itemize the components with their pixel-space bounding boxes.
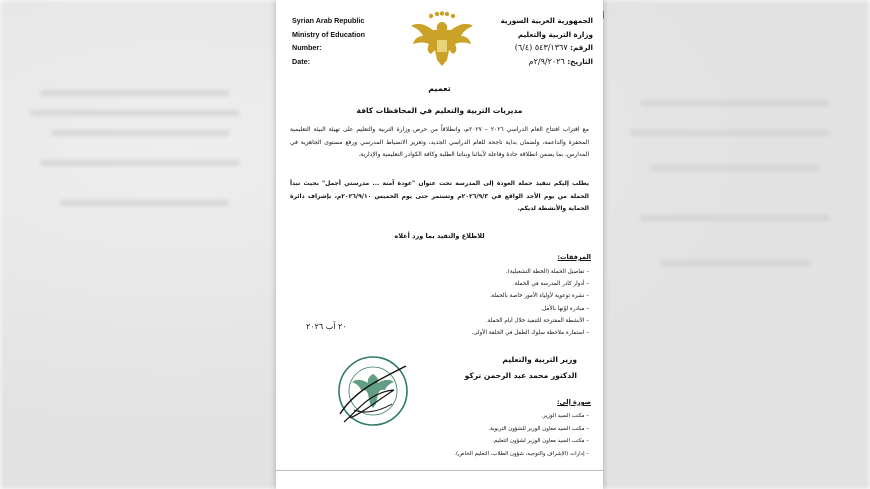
- acknowledgement-line: للاطلاع والتقيد بما ورد أعلاه: [394, 232, 485, 240]
- number-value: ٥٤٣/١٣٦٧ (٦/٤): [514, 43, 568, 52]
- attachment-item: – أدوار كادر المدرسة في الحملة.: [379, 278, 589, 290]
- date-label-ar: التاريخ:: [567, 56, 593, 66]
- attachment-item: – مبادرة لوّنها بالأمل.: [379, 303, 589, 315]
- english-letterhead: [292, 14, 365, 68]
- attachment-item: – الأنشطة المقترحة للتنفيذ خلال أيام الحملة.: [379, 315, 589, 327]
- letterhead-ministry-ar: وزارة التربية والتعليم: [517, 29, 593, 39]
- letterhead-number-ar: [501, 41, 593, 55]
- official-circular-document: [276, 0, 603, 489]
- cc-item: – إدارات (الإشراف والتوجيه، شؤون الطلاب، التعليم الخاص).: [389, 448, 589, 461]
- attachment-item: – تفاصيل الحملة (الخطة التشغيلية).: [379, 266, 589, 278]
- minister-name: الدكتور محمد عبد الرحمن تركو: [464, 371, 577, 380]
- cc-item: – مكتب السيد معاون الوزير للشؤون التربوية.: [389, 423, 589, 436]
- letterhead-number-label: Number:: [292, 43, 322, 52]
- circular-title: تعميم: [428, 84, 451, 93]
- date-value: ٢/٩/٢٠٢٦م: [528, 56, 565, 66]
- eagle-emblem-icon: [409, 10, 475, 70]
- letterhead-country: Syrian Arab Republic: [292, 16, 365, 25]
- attachments-title: المرفقات:: [557, 253, 591, 261]
- cc-item: – مكتب السيد الوزير.: [389, 410, 589, 423]
- intro-paragraph: مع اقتراب افتتاح العام الدراسي ٢٠٢٦ – ٢٠٢٧م، وانطلاقاً من حرص وزارة التربية والتعليم على تهيئة البيئة التعليمية المحفزة والداعمة، ولضمان بداية ناجحة للعام الدراسي الجديد، وتعزيز الانضباط المدرسي ورفع مستوى الجاهزية في المدارس، بما يضمن انطلاقة جادة وفاعلة لأبنائنا وبناتنا الطلبة وكافة الكوادر التعليمية والإدارية.: [290, 126, 589, 158]
- letterhead-date-ar: [501, 55, 593, 69]
- minister-signature-block: [465, 352, 577, 384]
- letterhead-country-ar: الجمهورية العربية السورية: [500, 16, 593, 25]
- signature-date: ٢٠ آب ٢٠٢٦: [306, 322, 347, 331]
- cc-list: [389, 410, 589, 460]
- attachment-item: – نشرة توعوية لأولياء الأمور خاصة بالحملة.: [379, 290, 589, 302]
- attachment-item: – استمارة ملاحظة سلوك الطفل في الحلقة الأولى.: [379, 327, 589, 339]
- number-label-ar: الرقم:: [570, 43, 593, 52]
- cc-item: – مكتب السيد معاون الوزير لشؤون التعليم.: [389, 435, 589, 448]
- letterhead-date-label: Date:: [292, 56, 310, 66]
- letterhead-ministry: Ministry of Education: [292, 29, 366, 39]
- minister-title: وزير التربية والتعليم: [502, 355, 577, 364]
- attachments-list: [379, 266, 589, 339]
- cc-title: صورة إلى:: [556, 398, 591, 406]
- instruction-paragraph: يطلب إليكم تنفيذ حملة العودة إلى المدرسة تحت عنوان "عودة آمنة ... مدرستي أجمل" بحيث تبدأ الحملة من يوم الأحد الواقع في ٢٠٢٦/٩/٣م وتستمر حتى يوم الخميس ٢٠٢٦/٩/١٠م، بإشراف دائرة الحماية والأنشطة لديكم.: [290, 180, 589, 212]
- footer-divider: [276, 470, 603, 471]
- arabic-letterhead: [501, 14, 593, 68]
- addressee-line: مديريات التربية والتعليم في المحافظات كافة: [356, 106, 523, 115]
